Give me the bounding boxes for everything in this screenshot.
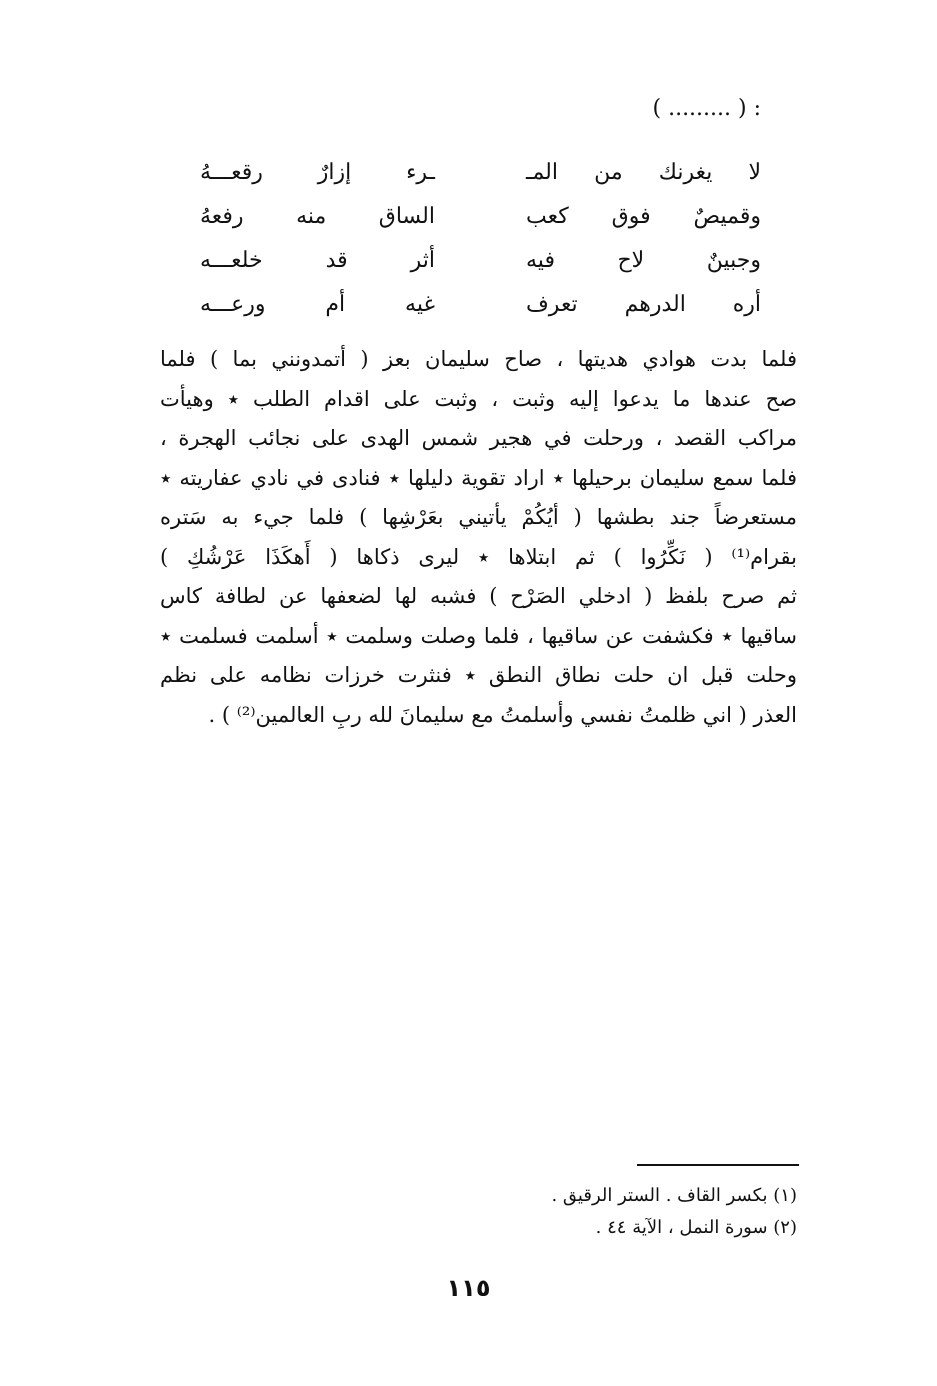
poem-verse [200, 150, 761, 194]
poem-word: ـرء [406, 159, 435, 185]
poem-hemistich-left [200, 292, 435, 317]
poem-word: من [594, 159, 623, 185]
poem-verse [200, 282, 761, 326]
prose-line: وحلت قبل ان حلت نطاق النطق ٭ فنثرت خرزات نظامه على نظم [160, 663, 797, 687]
poem-word: لا [748, 159, 761, 185]
section-heading: : ( ......... ) [652, 96, 761, 121]
footnote-item: (١) بكسر القاف . الستر الرقيق . [551, 1185, 797, 1206]
poem-word: رقعـــهُ [200, 159, 263, 185]
poem-word: كعب [526, 203, 569, 229]
poem-hemistich-left [200, 248, 435, 273]
poem-word: تعرف [526, 291, 578, 317]
poem-hemistich-right [526, 204, 761, 229]
prose-line: ثم صرح بلفظ ( ادخلي الصَرْح ) فشبه لها لضعفها عن لطافة كاس [160, 584, 797, 608]
poem-word: ورعـــه [200, 291, 266, 317]
page-number: ١١٥ [446, 1274, 491, 1302]
poem-hemistich-left [200, 204, 435, 229]
poem-word: خلعـــه [200, 247, 263, 273]
poem-word: قد [325, 247, 348, 273]
poem-word: لاح [617, 247, 645, 273]
prose-line: ساقيها ٭ فكشفت عن ساقيها ، فلما وصلت وسلمت ٭ أسلمت فسلمت ٭ [160, 623, 797, 648]
poem-hemistich-right [526, 248, 761, 273]
poem-word: رفعهُ [200, 203, 244, 229]
poem-word: أره [732, 291, 761, 317]
poem-hemistich-right [526, 292, 761, 317]
poem-word: فيه [526, 247, 555, 273]
prose-line: مراكب القصد ، ورحلت في هجير شمس الهدى على نجائب الهجرة ، [160, 426, 797, 450]
poem-word: أثر [410, 247, 435, 273]
poem-hemistich-right [526, 160, 761, 185]
prose-line: فلما سمع سليمان برحيلها ٭ اراد تقوية دليلها ٭ فنادى في نادي عفاريته ٭ [160, 465, 797, 490]
poem-word: إزارٌ [317, 159, 352, 185]
poem-word: المـ [526, 159, 558, 185]
footnotes [551, 1180, 797, 1244]
prose-line: بقرام⁽¹⁾ ( نَكِّرُوا ) ثم ابتلاها ٭ ليرى ذكاها ( أَهكَذَا عَرْشُكِ ) [160, 544, 797, 569]
prose-line: العذر ( اني ظلمتُ نفسي وأسلمتُ مع سليمانَ لله ربِ العالمين⁽²⁾ ) . [208, 702, 797, 727]
poem-word: يغرنك [658, 159, 713, 185]
poem-word: الساق [378, 203, 435, 229]
poem-word: منه [296, 203, 327, 229]
poem-word: فوق [611, 203, 651, 229]
poem-block [200, 150, 761, 326]
poem-word: أم [325, 291, 346, 317]
poem-verse [200, 238, 761, 282]
poem-verse [200, 194, 761, 238]
poem-word: غيه [405, 291, 435, 317]
prose-line: مستعرضاً جند بطشها ( أيُكُمْ يأتيني بعَرْشِها ) فلما جيء به سَتره [160, 505, 797, 529]
footnote-divider [637, 1164, 799, 1166]
poem-word: وجبينٌ [706, 247, 761, 273]
poem-word: وقميصٌ [693, 203, 761, 229]
footnote-item: (٢) سورة النمل ، الآية ٤٤ . [595, 1217, 797, 1238]
prose-paragraph [160, 340, 797, 735]
poem-word: الدرهم [624, 291, 686, 317]
prose-line: صح عندها ما يدعوا إليه وثبت ، وثبت على اقدام الطلب ٭ وهيأت [160, 386, 797, 411]
prose-line: فلما بدت هوادي هديتها ، صاح سليمان بعز ( أتمدونني بما ) فلما [160, 347, 797, 371]
poem-hemistich-left [200, 160, 435, 185]
